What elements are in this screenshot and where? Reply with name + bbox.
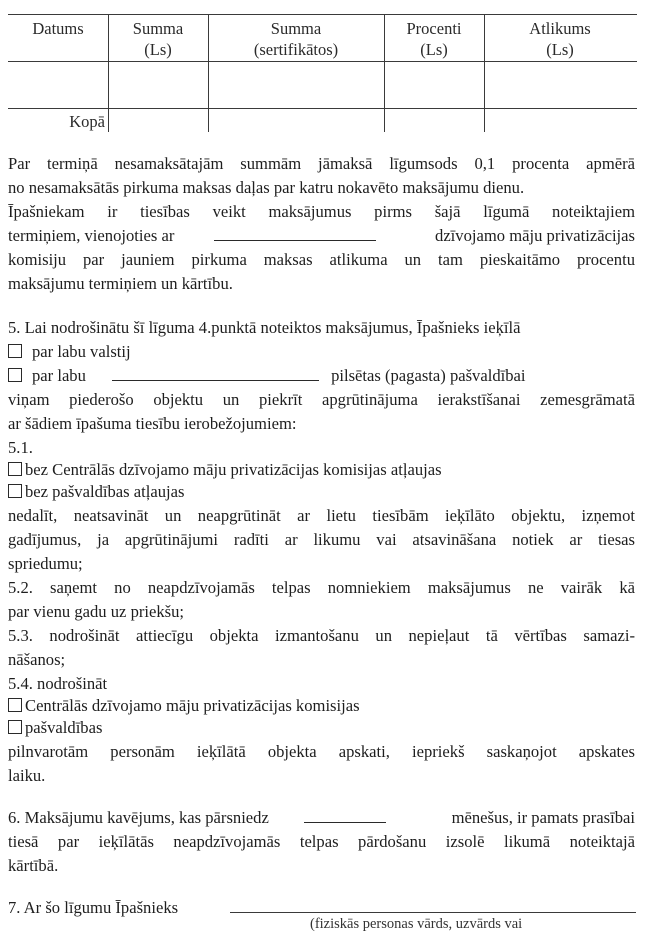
option-municipality — [8, 366, 635, 386]
option-central-commission — [8, 696, 635, 716]
months-blank[interactable] — [304, 808, 386, 823]
checkbox-state[interactable] — [8, 344, 22, 358]
text-line: Par termiņā nesamaksātajām summām jāmaksā līgumsods 0,1 procenta apmērā — [8, 154, 635, 173]
text-fragment: termiņiem, vienojoties ar — [8, 226, 175, 245]
col-header-line: (Ls) — [420, 40, 448, 59]
col-header-line: (sertifikātos) — [253, 40, 339, 59]
option-label: pilsētas (pagasta) pašvaldībai — [331, 366, 526, 385]
option-label: par labu — [32, 366, 86, 385]
text-line: nedalīt, neatsavināt un neapgrūtināt ar lietu tiesībām ieķīlāto objektu, izņemot — [8, 506, 635, 525]
subsection-5-4-label: 5.4. nodrošināt — [8, 674, 108, 693]
col-header-datums — [8, 18, 108, 39]
option-label: bez pašvaldības atļaujas — [25, 482, 185, 501]
checkbox-central-commission-permit[interactable] — [8, 462, 22, 476]
section-5-intro: 5. Lai nodrošinātu šī līguma 4.punktā noteiktos maksājumus, Īpašnieks ieķīlā — [8, 318, 521, 337]
option-label: par labu valstij — [32, 342, 131, 361]
option-without-central-commission — [8, 460, 635, 480]
table-total-label: Kopā — [69, 112, 105, 131]
text-line: viņam piederošo objektu un piekrīt apgrūtinājuma ierakstīšanai zemesgrāmatā — [8, 390, 635, 409]
table-cell-atlikums[interactable] — [485, 62, 636, 108]
text-line: maksājumu termiņiem un kārtību. — [8, 274, 233, 293]
option-label: Centrālās dzīvojamo māju privatizācijas komisijas — [25, 696, 360, 715]
owner-name-blank[interactable] — [230, 898, 636, 913]
table-top-border — [8, 14, 505, 15]
col-header-line: Procenti — [406, 19, 462, 38]
option-municipality-authority — [8, 718, 635, 738]
text-line: kārtībā. — [8, 856, 59, 875]
text-line: Īpašniekam ir tiesības veikt maksājumus pirms šajā līgumā noteiktajiem — [8, 202, 635, 221]
table-top-border-right — [505, 14, 637, 15]
col-header-summa-sertifikatos — [208, 18, 384, 60]
subsection-5-1-label: 5.1. — [8, 438, 33, 457]
table-cell-summa-sertifikatos[interactable] — [209, 62, 384, 108]
col-header-line: Atlikums — [529, 19, 591, 38]
municipality-name-blank[interactable] — [112, 366, 319, 381]
option-label: bez Centrālās dzīvojamo māju privatizācijas komisijas atļaujas — [25, 460, 442, 479]
table-cell-datums[interactable] — [8, 62, 108, 108]
text-line: spriedumu; — [8, 554, 83, 573]
text-fragment: mēnešus, ir pamats prasībai — [451, 808, 635, 827]
text-line: tiesā par ieķīlātās neapdzīvojamās telpas pārdošanu izsolē likumā noteiktajā — [8, 832, 635, 851]
col-header-line: Summa — [132, 19, 184, 38]
subsection-5-2: 5.2. saņemt no neapdzīvojamās telpas nomniekiem maksājumus ne vairāk kā — [8, 578, 635, 597]
text-line-with-blank — [8, 808, 635, 828]
text-line: komisiju par jauniem pirkuma maksas atlikuma un tam pieskaitāmo procentu — [8, 250, 635, 269]
text-line: no nesamaksātās pirkuma maksas daļas par katru nokavēto maksājumu dienu. — [8, 178, 525, 197]
col-header-line: Datums — [32, 19, 84, 38]
option-state — [8, 342, 635, 362]
text-line: nāšanos; — [8, 650, 66, 669]
table-cell-summa-ls[interactable] — [109, 62, 208, 108]
col-header-procenti — [384, 18, 484, 60]
text-line: laiku. — [8, 766, 46, 785]
owner-name-caption: (fiziskās personas vārds, uzvārds vai — [310, 916, 523, 932]
col-header-summa-ls — [108, 18, 208, 60]
text-fragment: dzīvojamo māju privatizācijas — [435, 226, 635, 245]
option-label: pašvaldības — [25, 718, 103, 737]
commission-name-blank[interactable] — [214, 226, 376, 241]
checkbox-central-commission[interactable] — [8, 698, 22, 712]
text-line: ar šādiem īpašuma tiesību ierobežojumiem: — [8, 414, 297, 433]
checkbox-municipality[interactable] — [8, 368, 22, 382]
checkbox-municipality-authority[interactable] — [8, 720, 22, 734]
total-cell-summa-sertifikatos[interactable] — [209, 109, 384, 132]
text-line-with-blank — [8, 226, 635, 246]
text-line: pilnvarotām personām ieķīlātā objekta apskati, iepriekš saskaņojot apskates — [8, 742, 635, 761]
total-cell-atlikums[interactable] — [485, 109, 636, 132]
col-header-line: (Ls) — [144, 40, 172, 59]
text-line: gadījumus, ja apgrūtinājumi radīti ar likumu vai atsavināšana notiek ar tiesas — [8, 530, 635, 549]
col-header-line: (Ls) — [546, 40, 574, 59]
checkbox-municipality-permit[interactable] — [8, 484, 22, 498]
total-cell-procenti[interactable] — [385, 109, 484, 132]
table-cell-procenti[interactable] — [385, 62, 484, 108]
text-fragment: 6. Maksājumu kavējums, kas pārsniedz — [8, 808, 269, 827]
option-without-municipality — [8, 482, 635, 502]
col-header-atlikums — [484, 18, 636, 60]
text-line: par vienu gadu uz priekšu; — [8, 602, 185, 621]
col-header-line: Summa — [270, 19, 322, 38]
section-7-label: 7. Ar šo līgumu Īpašnieks — [8, 898, 179, 917]
total-cell-summa-ls[interactable] — [109, 109, 208, 132]
subsection-5-3: 5.3. nodrošināt attiecīgu objekta izmantošanu un nepieļaut tā vērtības samazi- — [8, 626, 635, 645]
